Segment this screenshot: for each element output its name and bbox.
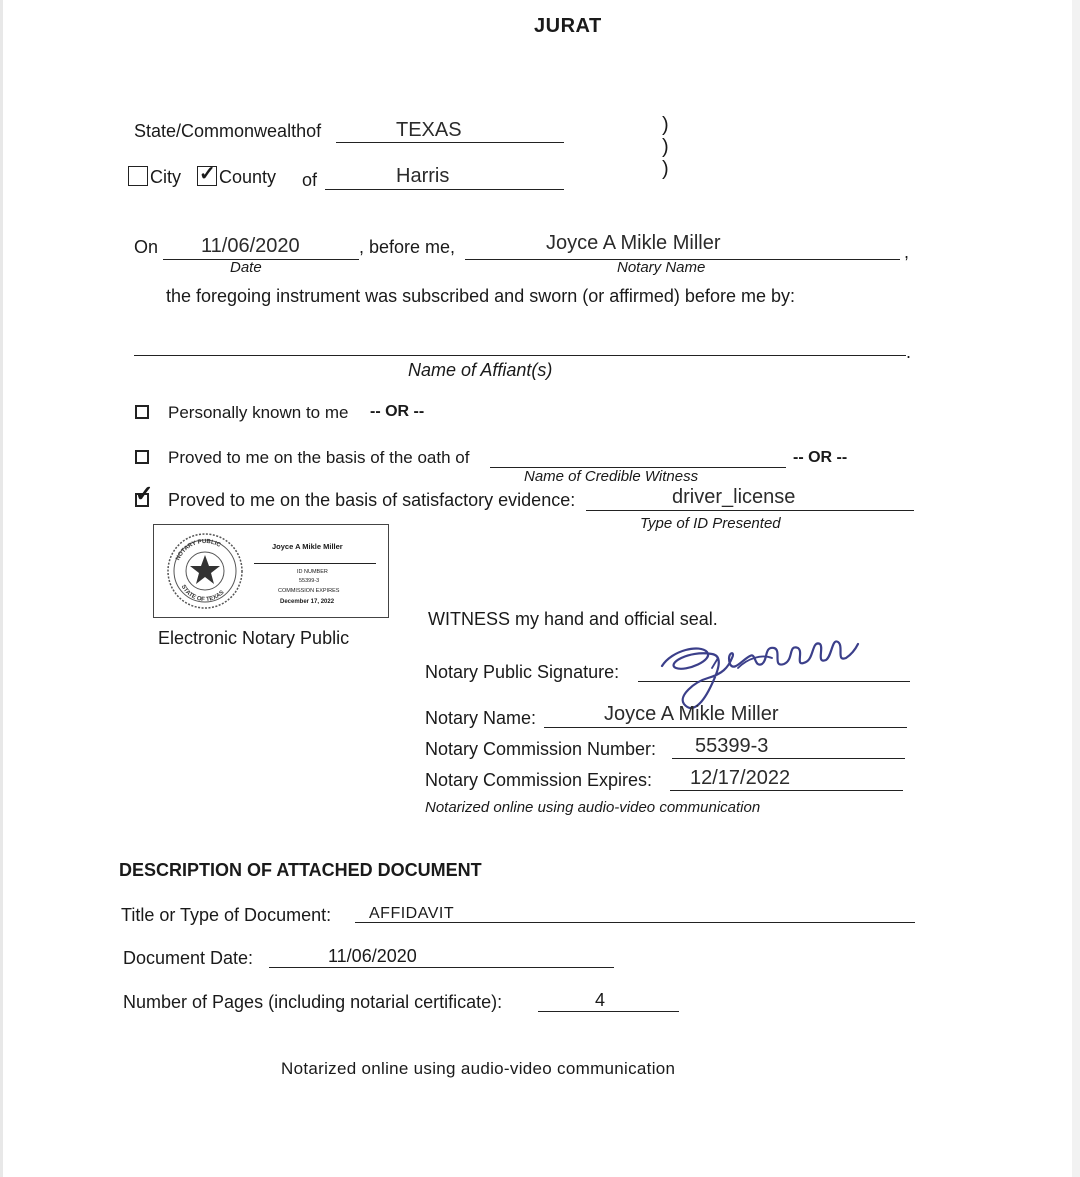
seal-ring-top: NOTARY PUBLIC [175,538,222,562]
signature-label: Notary Public Signature: [425,662,620,682]
seal-id-number: 55399-3 [299,578,320,584]
city-checkbox [128,166,148,186]
notary-name-line-2 [544,727,907,728]
comma-mark: , [904,242,910,262]
notary-name-value: Joyce A Mikle Miller [546,232,721,254]
attached-date-line [269,967,614,968]
notary-name-caption: Notary Name [617,259,706,276]
attached-title-label: Title or Type of Document: [121,905,332,925]
state-label: State/Commonwealthof [134,121,322,141]
county-line [325,189,564,190]
seal-ring-bottom: STATE OF TEXAS [179,584,226,604]
before-me-label: , before me, [359,237,456,257]
oath-label: Proved to me on the basis of the oath of [168,448,470,467]
commission-number-label: Notary Commission Number: [425,739,657,759]
attached-date-label: Document Date: [123,948,254,968]
county-option [197,163,277,188]
notary-name-value-2: Joyce A Mikle Miller [604,703,779,725]
commission-number-line [672,758,905,759]
date-caption: Date [230,259,262,276]
personally-known-label: Personally known to me [168,403,349,422]
online-note: Notarized online using audio-video communication [425,799,761,816]
notary-seal [153,524,389,618]
personally-known-checkbox [135,405,149,419]
seal-name: Joyce A Mikle Miller [272,542,343,551]
attached-pages-label: Number of Pages (including notarial certificate): [123,992,503,1012]
attached-pages-value: 4 [595,990,606,1010]
sworn-statement: the foregoing instrument was subscribed and sworn (or affirmed) before me by: [166,286,795,306]
footer-note: Notarized online using audio-video communication [281,1059,676,1078]
attached-heading: DESCRIPTION OF ATTACHED DOCUMENT [119,860,482,880]
witness-caption: Name of Credible Witness [524,468,699,485]
state-value: TEXAS [396,119,462,141]
seal-star-icon [165,531,245,611]
seal-divider [254,563,376,564]
county-checkbox [197,163,217,186]
county-label: County [219,167,277,187]
state-line [336,142,564,143]
or-label-1: -- OR -- [370,403,425,420]
attached-date-value: 11/06/2020 [328,946,417,966]
date-value: 11/06/2020 [201,235,300,257]
of-label: of [302,170,318,190]
commission-expires-line [670,790,903,791]
commission-number-value: 55399-3 [695,735,769,757]
seal-expires-date: December 17, 2022 [280,599,335,605]
seal-expires-label: COMMISSION EXPIRES [278,588,340,594]
or-label-2: -- OR -- [793,449,848,466]
venue-brackets: ) ) ) [662,114,669,180]
right-page-edge [1072,0,1080,1177]
id-value: driver_license [672,486,796,508]
city-option [128,166,181,188]
evidence-label: Proved to me on the basis of satisfactory evidence: [168,490,576,510]
city-label: City [150,167,181,187]
check-icon: ✓ [199,163,216,185]
seal-id-label: ID NUMBER [297,569,328,575]
affiant-line [134,355,906,356]
document-title: JURAT [534,15,602,37]
id-line [586,510,914,511]
left-page-edge [0,0,3,1177]
on-label: On [134,237,159,257]
affiant-caption: Name of Affiant(s) [408,360,553,380]
commission-expires-value: 12/17/2022 [690,767,791,789]
period-mark: . [906,342,912,362]
oath-checkbox [135,450,149,464]
attached-title-value: AFFIDAVIT [369,905,455,922]
commission-expires-label: Notary Commission Expires: [425,770,653,790]
notary-name-label-2: Notary Name: [425,708,537,728]
county-value: Harris [396,165,450,187]
attached-pages-line [538,1011,679,1012]
id-caption: Type of ID Presented [640,515,781,532]
witness-statement: WITNESS my hand and official seal. [428,609,718,629]
evidence-check-icon: ✓ [135,481,154,506]
seal-caption: Electronic Notary Public [158,628,350,648]
